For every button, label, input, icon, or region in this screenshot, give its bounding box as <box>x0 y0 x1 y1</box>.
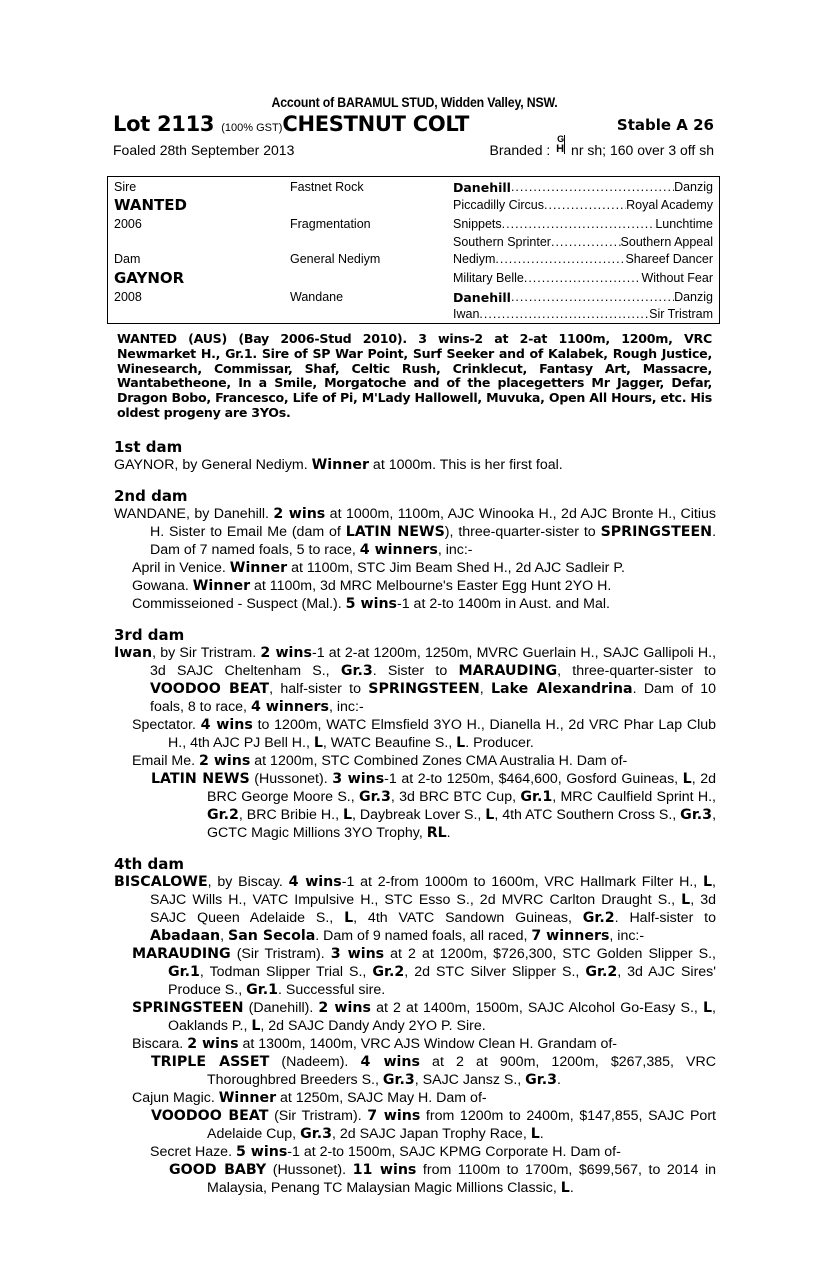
section-title: 4th dam <box>114 855 184 873</box>
grandparent-row: Snippets ..... Lunchtime <box>453 217 713 231</box>
progeny-entry: Secret Haze. 5 wins-1 at 2-to 1500m, SAJC KPMG Corporate H. Dam of- <box>150 1144 621 1160</box>
lot-line <box>113 112 716 138</box>
pedigree-table <box>107 176 720 324</box>
section-title: 2nd dam <box>114 487 188 505</box>
progeny-entry: April in Venice. Winner at 1100m, STC Jim Beam Shed H., 2d AJC Sadleir P. <box>132 560 625 576</box>
section-2nd-dam <box>114 487 716 613</box>
vendor-account: Account of BARAMUL STUD, Widden Valley, NSW. <box>271 94 558 110</box>
grandparent-row: Danehill ..... Danzig <box>453 290 713 305</box>
section-3rd-dam <box>114 626 716 842</box>
grandparent-row: Southern Sprinter ..... Southern Appeal <box>453 235 713 249</box>
gst-note: (100% GST) <box>221 122 283 134</box>
grandparent-row: Danehill ..... Danzig <box>453 180 713 195</box>
stable-location: Stable A 26 <box>616 116 714 134</box>
sire-year: 2006 <box>114 217 142 231</box>
lot-number: Lot 2113 <box>113 112 215 136</box>
dam-year: 2008 <box>114 290 142 304</box>
first-dam-text: GAYNOR, by General Nediym. Winner at 1000m. This is her first foal. <box>114 457 563 473</box>
sire-label: Sire <box>114 180 137 194</box>
dam-label: Dam <box>114 252 141 266</box>
grandparent-row: Nediym ..... Shareef Dancer <box>453 252 713 266</box>
brand-mark-icon: G H <box>556 134 565 155</box>
progeny-entry: LATIN NEWS (Hussonet). 3 wins-1 at 2-to 1250m, $464,600, Gosford Guineas, L, 2d BRC George Moore S., Gr.3, 3d BRC BTC Cup, Gr.1, MRC Caulfield Sprint H., Gr.2, BRC Bribie H., L, Daybreak Lover S., L, 4th ATC Southern Cross S., Gr.3, GCTC Magic Millions 3YO Trophy, RL. <box>151 771 717 841</box>
dam-dam: Wandane <box>290 290 344 304</box>
grandparent-row: Piccadilly Circus ..... Royal Academy <box>453 198 713 212</box>
section-title: 3rd dam <box>114 626 185 644</box>
progeny-entry: GOOD BABY (Hussonet). 11 wins from 1100m to 1700m, $699,567, to 2014 in Malaysia, Penang TC Malaysian Magic Millions Classic, L. <box>169 1162 717 1196</box>
second-dam-text: WANDANE, by Danehill. 2 wins at 1000m, 1100m, AJC Winooka H., 2d AJC Bronte H., Citius H. Sister to Email Me (dam of LATIN NEWS), three-quarter-sister to SPRINGSTEEN. Dam of 7 named foals, 5 to race, 4 winners, inc:- <box>114 506 717 558</box>
progeny-entry: MARAUDING (Sir Tristram). 3 wins at 2 at 1200m, $726,300, STC Golden Slipper S., Gr.1, Todman Slipper Trial S., Gr.2, 2d STC Silver Slipper S., Gr.2, 3d AJC Sires' Produce S., Gr.1. Successful sire. <box>132 946 716 998</box>
progeny-entry: Commisseioned - Suspect (Mal.). 5 wins-1 at 2-to 1400m in Aust. and Mal. <box>132 596 610 612</box>
fourth-dam-text: BISCALOWE, by Biscay. 4 wins-1 at 2-from 1000m to 1600m, VRC Hallmark Filter H., L, SAJC Wills H., VATC Impulsive H., STC Esso S., 2d MVRC Carlton Draught S., L, 3d SAJC Queen Adelaide S., L, 4th VATC Sandown Guineas, Gr.2. Half-sister to Abadaan, San Secola. Dam of 9 named foals, all raced, 7 winners, inc:- <box>114 874 716 944</box>
foaled-date: Foaled 28th September 2013 <box>113 142 295 158</box>
progeny-entry: Spectator. 4 wins to 1200m, WATC Elmsfield 3YO H., Dianella H., 2d VRC Phar Lap Club H., 4th AJC PJ Bell H., L, WATC Beaufine S., L. Producer. <box>132 717 717 751</box>
section-4th-dam <box>114 855 716 1197</box>
progeny-entry: Cajun Magic. Winner at 1250m, SAJC May H. Dam of- <box>132 1090 487 1106</box>
third-dam-text: Iwan, by Sir Tristram. 2 wins-1 at 2-at 1200m, 1250m, MVRC Guerlain H., SAJC Gallipoli H., 3d SAJC Cheltenham S., Gr.3. Sister to MARAUDING, three-quarter-sister to VOODOO BEAT, half-sister to SPRINGSTEEN, Lake Alexandrina. Dam of 10 foals, 8 to race, 4 winners, inc:- <box>114 645 717 715</box>
grandparent-row: Iwan ..... Sir Tristram <box>453 307 713 321</box>
sire-name: WANTED <box>114 196 187 214</box>
progeny-entry: VOODOO BEAT (Sir Tristram). 7 wins from 1200m to 2400m, $147,855, SAJC Port Adelaide Cup, Gr.3, 2d SAJC Japan Trophy Race, L. <box>151 1108 716 1142</box>
progeny-entry: TRIPLE ASSET (Nadeem). 4 wins at 2 at 900m, 1200m, $267,385, VRC Thoroughbred Breeders S., Gr.3, SAJC Jansz S., Gr.3. <box>151 1054 717 1088</box>
section-title: 1st dam <box>114 438 183 456</box>
horse-description: CHESTNUT COLT <box>282 112 470 136</box>
sire-sire: Fastnet Rock <box>290 180 364 194</box>
progeny-entry: Email Me. 2 wins at 1200m, STC Combined Zones CMA Australia H. Dam of- <box>132 753 628 769</box>
section-1st-dam <box>114 438 716 474</box>
brand-details: nr sh; 160 over 3 off sh <box>571 142 714 158</box>
catalogue-header <box>113 94 716 162</box>
grandparent-row: Military Belle ..... Without Fear <box>453 271 713 285</box>
sire-dam: Fragmentation <box>290 217 371 231</box>
dam-name: GAYNOR <box>114 269 185 287</box>
progeny-entry: Biscara. 2 wins at 1300m, 1400m, VRC AJS Window Clean H. Grandam of- <box>132 1036 618 1052</box>
sire-summary: WANTED (AUS) (Bay 2006-Stud 2010). 3 wins-2 at 2-at 1100m, 1200m, VRC Newmarket H., Gr.1. Sire of SP War Point, Surf Seeker and of Kalabek, Rough Justice, Winesearch, Commissar, Shaf, Celtic Rush, Crinklecut, Fantasy Art, Massacre, Wantabetheone, In a Smile, Morgatoche and of the placegetters Mr Jagger, Defar, Dragon Bobo, Francesco, Life of Pi, M'Lady Hallowell, Muvuka, Open All Hours, etc. His oldest progeny are 3YOs. <box>117 331 712 420</box>
dam-line <box>114 438 716 1210</box>
foaled-line <box>113 134 716 162</box>
lot-title <box>113 112 469 136</box>
progeny-entry: SPRINGSTEEN (Danehill). 2 wins at 2 at 1400m, 1500m, SAJC Alcohol Go-Easy S., L, Oaklands P., L, 2d SAJC Dandy Andy 2YO P. Sire. <box>132 1000 716 1034</box>
progeny-entry: Gowana. Winner at 1100m, 3d MRC Melbourne's Easter Egg Hunt 2YO H. <box>132 578 612 594</box>
branded-label: Branded : <box>489 142 551 158</box>
dam-sire: General Nediym <box>290 252 381 266</box>
brand-description <box>489 134 714 158</box>
